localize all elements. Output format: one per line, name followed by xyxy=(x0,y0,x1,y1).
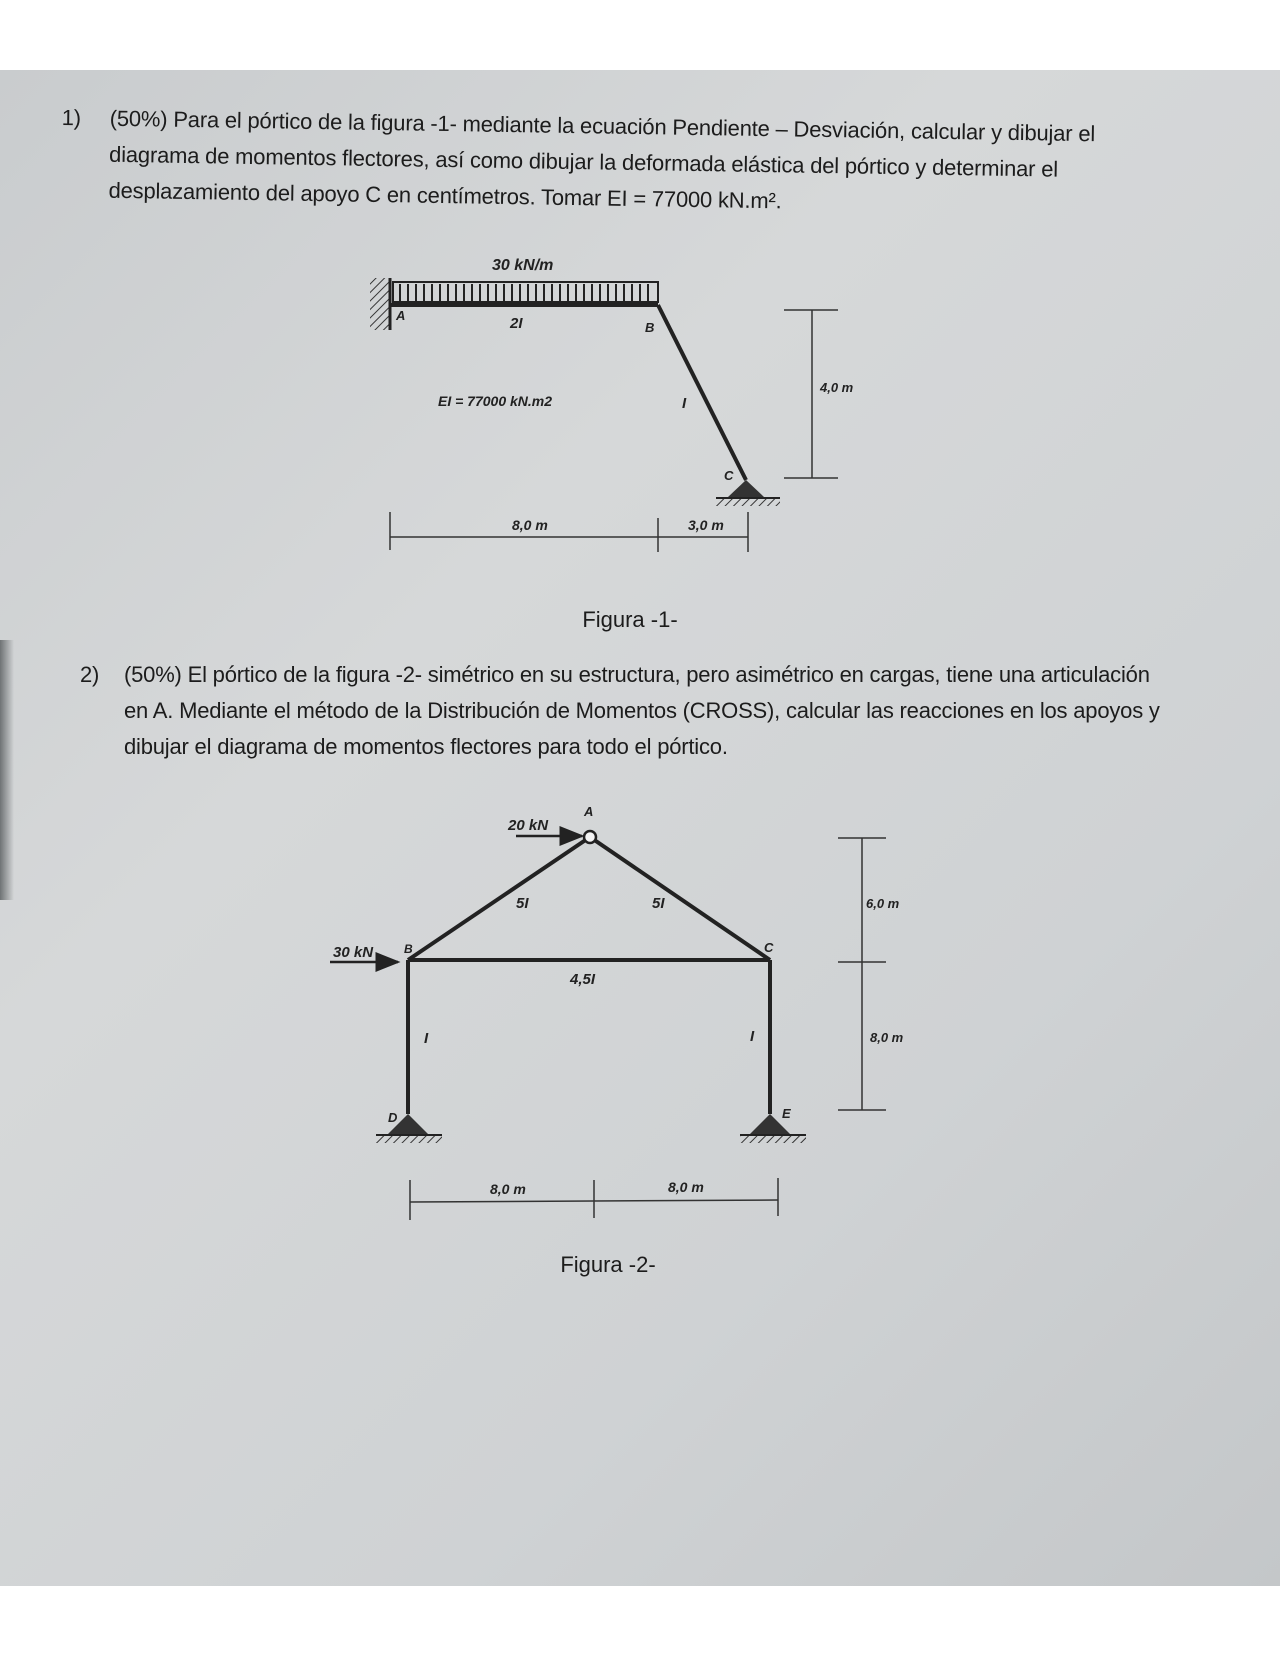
dim-span-right-label: 8,0 m xyxy=(668,1179,704,1195)
figure-1-caption: Figura -1- xyxy=(582,607,678,632)
dim-span-1-label: 8,0 m xyxy=(512,517,548,533)
node-d-label: D xyxy=(388,1110,398,1125)
beam-inertia-label: 2I xyxy=(510,315,523,332)
column-left-inertia-label: I xyxy=(424,1030,429,1047)
node-b-label: B xyxy=(404,942,413,956)
dimension-spans xyxy=(410,1178,778,1220)
figure-2-caption: Figura -2- xyxy=(560,1252,656,1277)
hinge-a xyxy=(584,831,596,843)
node-c-label: C xyxy=(764,940,774,955)
node-a-label: A xyxy=(584,804,594,819)
dim-span-2-label: 3,0 m xyxy=(688,517,724,533)
rafter-ac xyxy=(590,837,770,960)
problem-text: (50%) El pórtico de la figura -2- simétrico en su estructura, pero asimétrico en cargas, tiene una articulación en A. Mediante el método de la Distribución de Momentos (CROSS), calcular las reacciones en los apoyos y dibujar el diagrama de momentos flectores para todo el pórtico. xyxy=(124,662,1160,759)
node-c-label: C xyxy=(724,468,734,483)
column-right-inertia-label: I xyxy=(750,1028,755,1045)
dim-span-left-label: 8,0 m xyxy=(490,1181,526,1197)
load-b-label: 30 kN xyxy=(333,944,374,961)
dimension-heights xyxy=(838,838,886,1110)
problem-number: 1) xyxy=(61,104,82,131)
ground-hatch-d xyxy=(376,1135,442,1143)
node-a-label: A xyxy=(396,308,406,323)
rafter-ba xyxy=(408,837,590,960)
load-label: 30 kN/m xyxy=(492,257,554,274)
node-b-label: B xyxy=(645,320,655,335)
node-e-label: E xyxy=(782,1106,791,1121)
ground-hatch-e xyxy=(740,1135,806,1143)
problem-text: (50%) Para el pórtico de la figura -1- mediante la ecuación Pendiente – Desviación, calcular y dibujar el diagrama de momentos flectores, así como dibujar la deformada elástica del pórtico y determinar el desplazamiento del apoyo C en centímetros. Tomar EI = 77000 kN.m². xyxy=(108,105,1096,214)
column-inertia-label: I xyxy=(682,395,687,412)
ei-label: EI = 77000 kN.m2 xyxy=(438,393,553,409)
rafter-right-inertia-label: 5I xyxy=(652,895,665,912)
dim-height-top-label: 6,0 m xyxy=(866,896,900,911)
dim-height-bottom-label: 8,0 m xyxy=(870,1030,904,1045)
load-a-label: 20 kN xyxy=(508,817,549,834)
dim-height-label: 4,0 m xyxy=(820,380,854,395)
problem-number: 2) xyxy=(80,662,100,687)
beam-inertia-label: 4,5I xyxy=(570,971,596,988)
rafter-left-inertia-label: 5I xyxy=(516,895,529,912)
